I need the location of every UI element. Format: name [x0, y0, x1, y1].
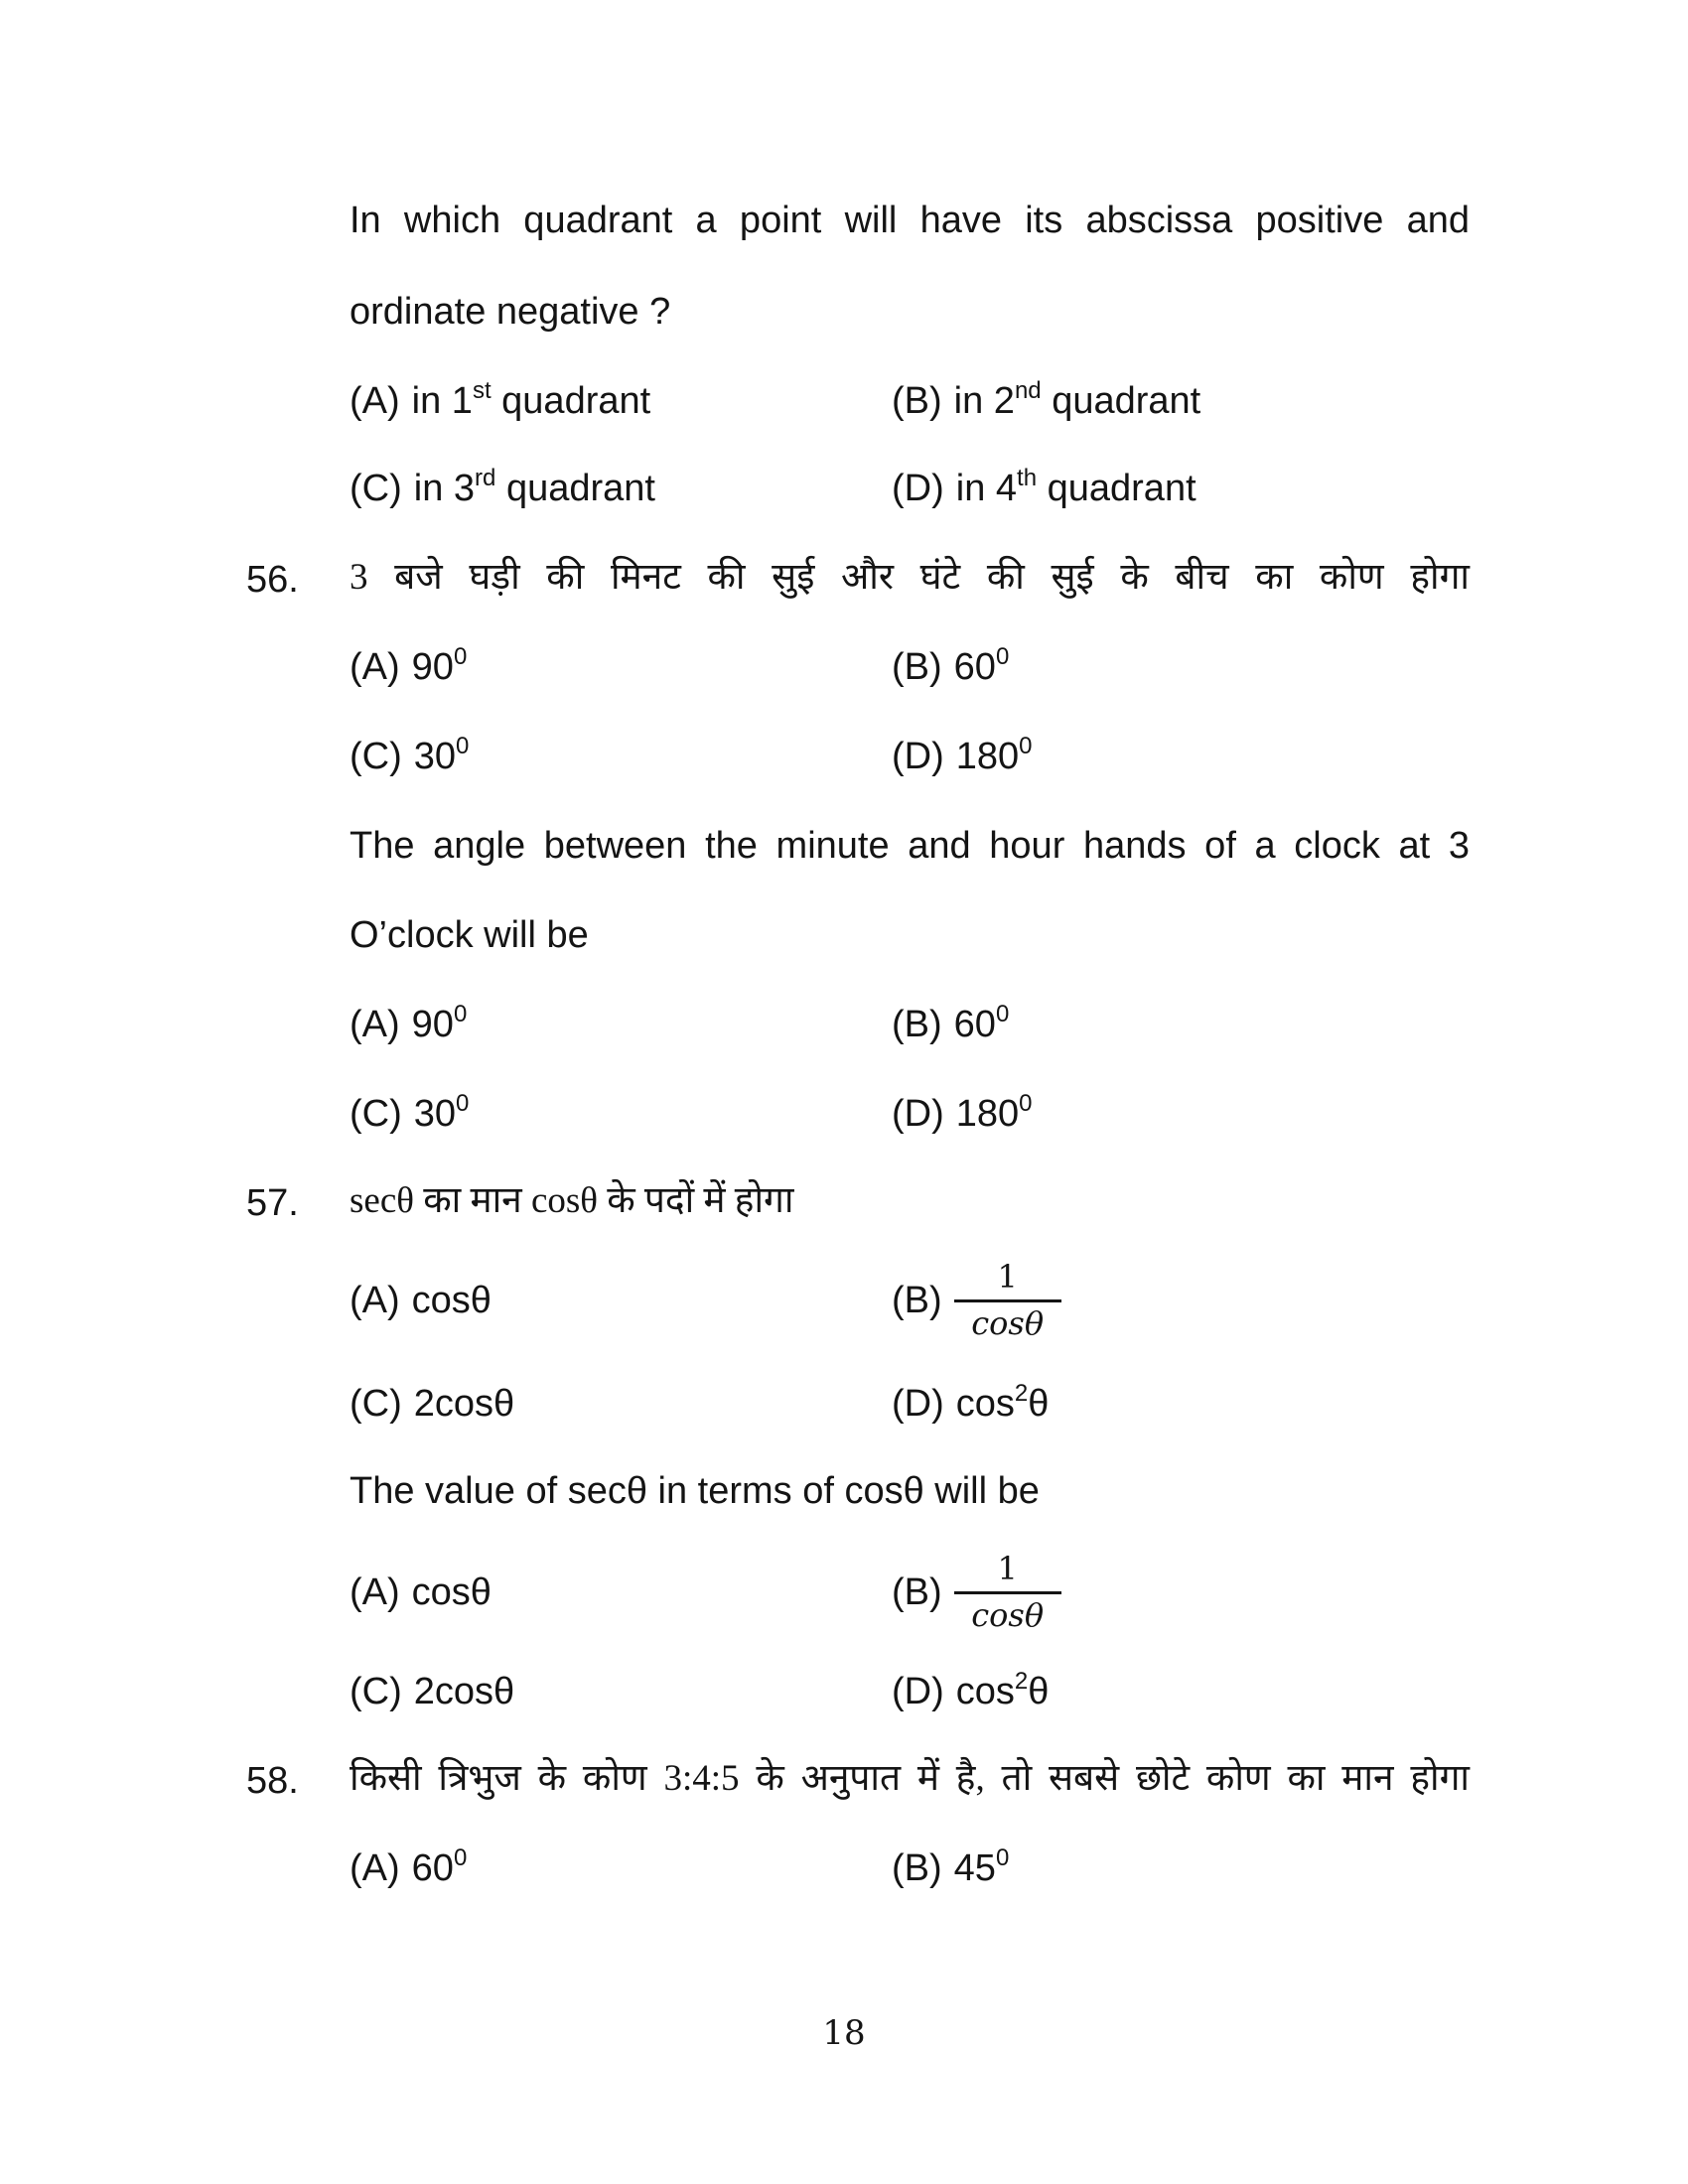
q56-english-line2: O’clock will be	[350, 914, 589, 956]
option-text: in 4th quadrant	[955, 465, 1196, 509]
option-value: 600	[953, 1001, 1010, 1045]
q57-number: 57.	[246, 1182, 299, 1224]
option-text: in 3rd quadrant	[413, 465, 655, 509]
option-text-pre: in 4	[955, 468, 1018, 509]
option-label: (C)	[350, 736, 402, 777]
q57-options-row4	[350, 1668, 1470, 1719]
q55-options-row1	[350, 377, 1470, 429]
q57-options-row3	[350, 1535, 1470, 1650]
q55-option-c	[350, 465, 655, 512]
q56-options-row3	[350, 1001, 1470, 1052]
option-label: (D)	[892, 1093, 944, 1135]
q58-options-row1	[350, 1844, 1470, 1896]
q56-option-c-en	[350, 1090, 469, 1138]
q57-option-d	[892, 1380, 1049, 1428]
option-label: (A)	[350, 380, 400, 422]
option-value-base: 60	[411, 1847, 454, 1889]
q58-hindi-text: किसी त्रिभुज के कोण 3:4:5 के अनुपात में है, तो सबसे छोटे कोण का मान होगा	[350, 1758, 1470, 1799]
q56-option-b-en	[892, 1001, 1009, 1048]
option-text-post: quadrant	[1037, 468, 1196, 509]
option-value-base: 45	[953, 1847, 996, 1889]
option-label: (C)	[350, 1383, 402, 1425]
option-text: in 2nd quadrant	[953, 377, 1201, 422]
q56-hindi-text: 3 बजे घड़ी की मिनट की सुई और घंटे की सुई के बीच का कोण होगा	[350, 557, 1470, 598]
option-label: (D)	[892, 1671, 944, 1712]
q57-english-text: The value of secθ in terms of cosθ will be	[350, 1470, 1040, 1512]
option-value-base: 180	[955, 1093, 1020, 1135]
option-label: (D)	[892, 736, 944, 777]
q56-option-a-en	[350, 1001, 467, 1048]
option-value-base: 60	[953, 646, 996, 688]
q56-options-row4	[350, 1090, 1470, 1142]
q57-option-a-en	[350, 1535, 492, 1650]
q57-option-b	[892, 1243, 1061, 1358]
option-value: cosθ	[411, 1571, 492, 1613]
page-number: 18	[822, 2013, 866, 2053]
option-label: (A)	[350, 1004, 400, 1045]
option-value-base: 30	[413, 736, 457, 777]
fraction-numerator: 1	[954, 1260, 1061, 1301]
q57-option-d-en	[892, 1668, 1049, 1715]
q58-number: 58.	[246, 1760, 299, 1802]
option-text-post: quadrant	[495, 468, 655, 509]
option-text-pre: in 2	[953, 380, 1015, 422]
option-value: 1800	[955, 1090, 1033, 1135]
q58-option-b	[892, 1844, 1009, 1892]
q57-option-a	[350, 1243, 492, 1358]
option-label: (B)	[892, 1847, 942, 1889]
option-label: (B)	[892, 1280, 942, 1321]
q56-options-row1	[350, 643, 1470, 695]
option-value-base: 90	[411, 646, 454, 688]
q57-option-b-en	[892, 1535, 1061, 1650]
option-text: in 1st quadrant	[411, 377, 651, 422]
fraction-denominator: cosθ	[971, 1303, 1045, 1342]
option-value: cosθ	[411, 1280, 492, 1321]
option-text-post: quadrant	[1041, 380, 1201, 422]
option-value-base: 90	[411, 1004, 454, 1045]
option-text-pre: in 1	[411, 380, 473, 422]
q56-option-d	[892, 733, 1033, 780]
option-value-base: 30	[413, 1093, 457, 1135]
q55-text-line2: ordinate negative ?	[350, 291, 671, 333]
q56-option-b	[892, 643, 1009, 691]
option-label: (B)	[892, 646, 942, 688]
q56-number: 56.	[246, 559, 299, 601]
option-text-post: quadrant	[491, 380, 651, 422]
q55-text-line1: In which quadrant a point will have its abscissa positive and	[350, 200, 1470, 241]
option-value: 300	[413, 733, 470, 777]
option-label: (A)	[350, 1280, 400, 1321]
option-label: (B)	[892, 380, 942, 422]
q57-options-row1	[350, 1243, 1470, 1358]
q56-option-a	[350, 643, 467, 691]
q56-options-row2	[350, 733, 1470, 784]
fraction-denominator: cosθ	[971, 1595, 1045, 1634]
option-value: cos2θ	[955, 1668, 1050, 1712]
option-value: 450	[953, 1844, 1010, 1889]
q56-option-d-en	[892, 1090, 1033, 1138]
q57-option-c-en	[350, 1668, 514, 1715]
option-value: 300	[413, 1090, 470, 1135]
fraction	[954, 1552, 1061, 1632]
option-value-post: θ	[1028, 1383, 1050, 1425]
q57-option-c	[350, 1380, 514, 1428]
option-label: (D)	[892, 1383, 944, 1425]
fraction-numerator: 1	[954, 1552, 1061, 1593]
option-label: (A)	[350, 1571, 400, 1613]
fraction	[954, 1260, 1061, 1340]
option-label: (A)	[350, 646, 400, 688]
option-value: cos2θ	[955, 1380, 1050, 1425]
option-value: 600	[953, 643, 1010, 688]
option-value: 2cosθ	[413, 1383, 515, 1425]
q55-option-d	[892, 465, 1196, 512]
q58-option-a	[350, 1844, 467, 1892]
option-value-base: cos	[955, 1671, 1015, 1712]
option-value-base: cos	[955, 1383, 1015, 1425]
option-value: 900	[411, 1001, 468, 1045]
q55-option-b	[892, 377, 1200, 425]
option-value-post: θ	[1028, 1671, 1050, 1712]
q56-option-c	[350, 733, 469, 780]
option-label: (B)	[892, 1571, 942, 1613]
option-label: (B)	[892, 1004, 942, 1045]
option-value-base: 60	[953, 1004, 996, 1045]
option-value-base: 180	[955, 736, 1020, 777]
option-label: (C)	[350, 468, 402, 509]
option-label: (A)	[350, 1847, 400, 1889]
option-value: 600	[411, 1844, 468, 1889]
q56-english-line1: The angle between the minute and hour hands of a clock at 3	[350, 825, 1470, 867]
option-value: 1800	[955, 733, 1033, 777]
q57-options-row2	[350, 1380, 1470, 1432]
option-label: (C)	[350, 1671, 402, 1712]
option-value: 900	[411, 643, 468, 688]
option-value: 2cosθ	[413, 1671, 515, 1712]
q57-hindi-text: secθ का मान cosθ के पदों में होगा	[350, 1180, 794, 1221]
q55-options-row2	[350, 465, 1470, 516]
option-text-pre: in 3	[413, 468, 476, 509]
option-label: (C)	[350, 1093, 402, 1135]
option-label: (D)	[892, 468, 944, 509]
q55-option-a	[350, 377, 650, 425]
